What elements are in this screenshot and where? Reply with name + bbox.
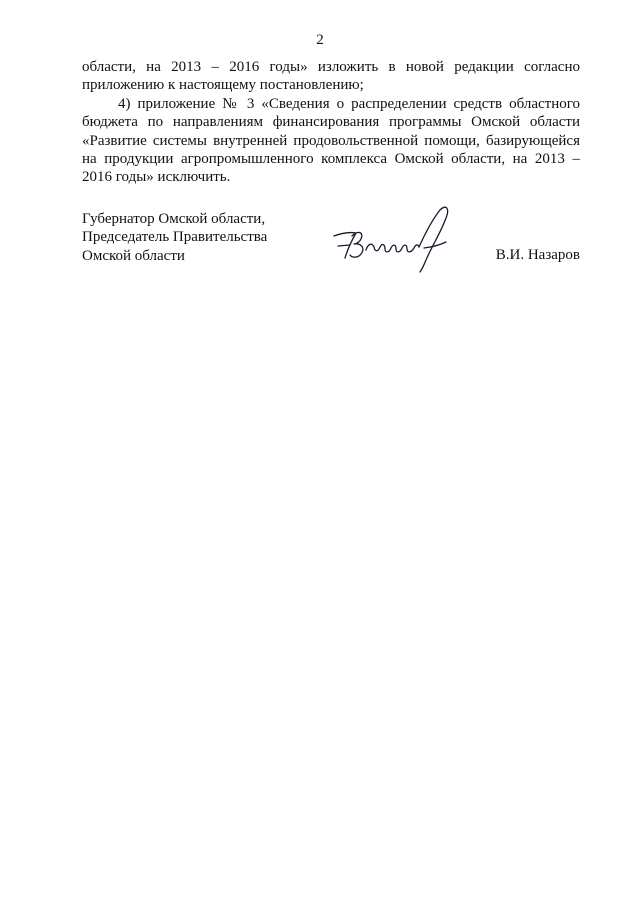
handwritten-signature-icon	[328, 202, 468, 274]
document-body	[82, 58, 580, 187]
signatory-title-line-3: Омской области	[82, 247, 185, 264]
signature-block	[82, 210, 580, 280]
page-number: 2	[316, 32, 324, 48]
signatory-name: В.И. Назаров	[495, 247, 580, 263]
paragraph-item-4: 4) приложение № 3 «Сведения о распределении средств областного бюджета по направлениям финансирования программы Омской области «Развитие системы внутренней продовольственной помощи, базирующейся на продукции агропромышленного комплекса Омской области, на 2013 – 2016 годы» исключить.	[82, 95, 580, 186]
signatory-title-line-2: Председатель Правительства	[82, 229, 268, 246]
signatory-title	[82, 210, 267, 265]
paragraph-continuation: области, на 2013 – 2016 годы» изложить в новой редакции согласно приложению к настоящему постановлению;	[82, 59, 580, 94]
signatory-title-line-1: Губернатор Омской области,	[82, 211, 266, 227]
